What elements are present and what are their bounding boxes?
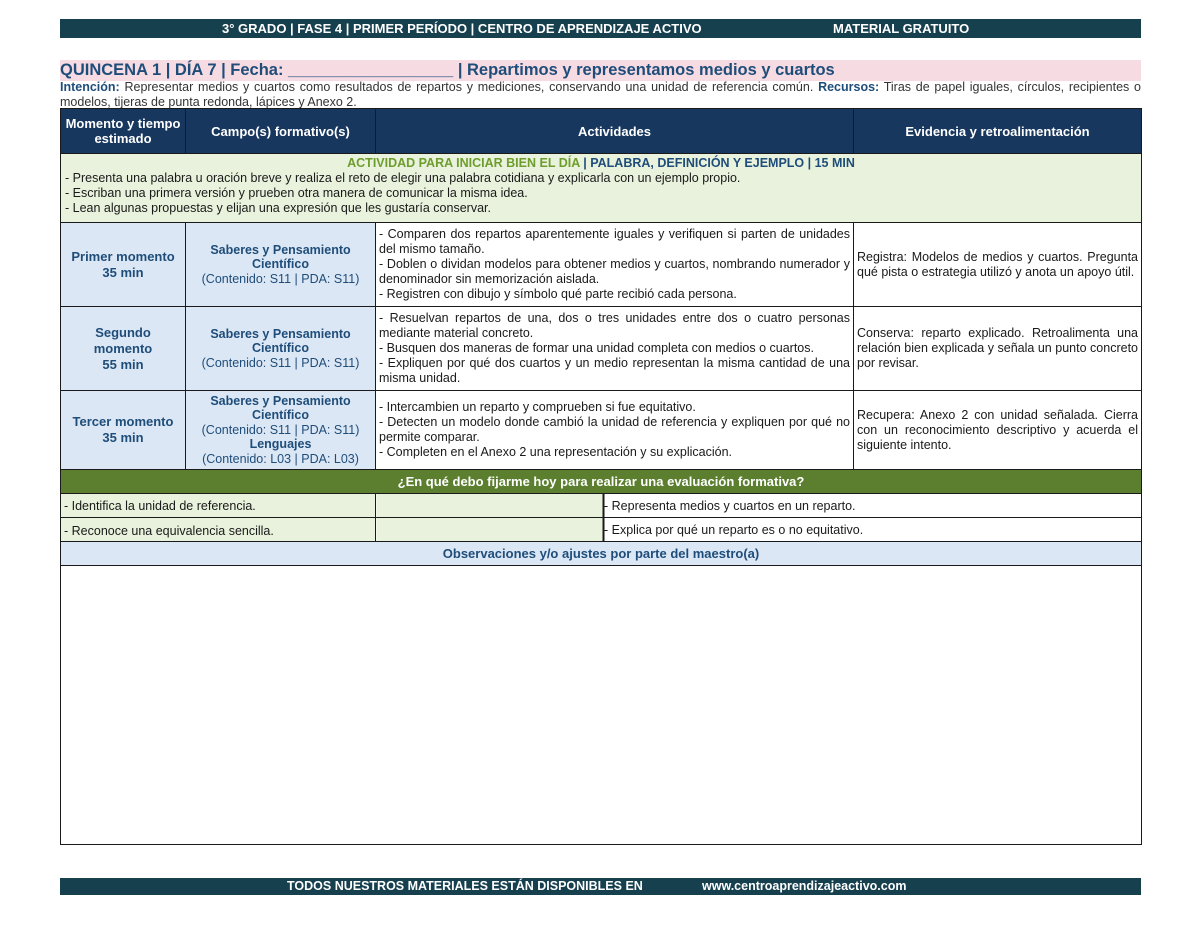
observations-header-row — [61, 542, 1142, 566]
campo-cell: Saberes y Pensamiento Científico (Contenido: S11 | PDA: S11) — [186, 307, 376, 391]
moment-cell: Tercer momento 35 min — [61, 391, 186, 470]
table-header-row — [61, 109, 1142, 154]
activities-cell: - Intercambien un reparto y comprueben si fue equitativo. - Detecten un modelo donde cambió la unidad de referencia y expliquen por qué no permite comparar. - Completen en el Anexo 2 una representación y su explicación. — [376, 391, 854, 470]
formative-title: ¿En qué debo fijarme hoy para realizar una evaluación formativa? — [61, 470, 1142, 494]
header-evidence: Evidencia y retroalimentación — [854, 109, 1142, 154]
formative-row-2 — [61, 518, 1142, 542]
banner-grade-info: 3° GRADO | FASE 4 | PRIMER PERÍODO | CENTRO DE APRENDIZAJE ACTIVO — [222, 21, 702, 36]
campo-cell: Saberes y Pensamiento Científico (Contenido: S11 | PDA: S11) Lenguajes (Contenido: L03 | PDA: L03) — [186, 391, 376, 470]
evidence-cell: Recupera: Anexo 2 con unidad señalada. Cierra con un reconocimiento descriptivo y acuerda el siguiente intento. — [854, 391, 1142, 470]
moment-row-2 — [61, 307, 1142, 391]
formative-item: - Representa medios y cuartos en un reparto. — [376, 494, 1142, 518]
activities-cell: - Resuelvan repartos de una, dos o tres unidades entre dos o cuatro personas mediante material concreto. - Busquen dos maneras de formar una unidad completa con medios o cuartos. - Expliquen por qué dos cuartos y un medio representan la misma cantidad de una misma unidad. — [376, 307, 854, 391]
plan-table — [60, 108, 1142, 845]
evidence-cell: Conserva: reparto explicado. Retroalimenta una relación bien explicada y señala un punto concreto por revisar. — [854, 307, 1142, 391]
observations-area[interactable] — [61, 566, 1142, 845]
formative-item — [61, 518, 376, 542]
start-activity-title: ACTIVIDAD PARA INICIAR BIEN EL DÍA | PALABRA, DEFINICIÓN Y EJEMPLO | 15 MIN — [347, 156, 855, 170]
moment-row-1 — [61, 223, 1142, 307]
moment-cell: Primer momento 35 min — [61, 223, 186, 307]
formative-item: - Explica por qué un reparto es o no equitativo. — [376, 518, 1142, 542]
start-activity-item: - Lean algunas propuestas y elijan una expresión que les gustaría conservar. — [65, 201, 491, 215]
observations-body-row — [61, 566, 1142, 845]
footer-text: TODOS NUESTROS MATERIALES ESTÁN DISPONIBLES EN — [287, 879, 643, 893]
footer-link[interactable]: www.centroaprendizajeactivo.com — [702, 879, 907, 893]
banner-free-material: MATERIAL GRATUITO — [833, 21, 970, 36]
start-activity-cell — [61, 154, 1142, 223]
header-campo: Campo(s) formativo(s) — [186, 109, 376, 154]
start-activity-row — [61, 154, 1142, 223]
start-activity-item: - Presenta una palabra u oración breve y realiza el reto de elegir una palabra cotidiana y explicarla con un ejemplo propio. — [65, 171, 741, 185]
header-activities: Actividades — [376, 109, 854, 154]
page-title: QUINCENA 1 | DÍA 7 | Fecha: __________________ | Repartimos y representamos medios y cuartos — [60, 60, 1141, 81]
bottom-banner — [60, 878, 1141, 895]
formative-item-left: - Reconoce una equivalencia sencilla. — [64, 524, 274, 538]
activities-cell: - Comparen dos repartos aparentemente iguales y verifiquen si parten de unidades del mismo tamaño. - Doblen o dividan modelos para obtener medios y cuartos, nombrando numerador y denominador sin memorización aislada. - Registren con dibujo y símbolo qué parte recibió cada persona. — [376, 223, 854, 307]
formative-item — [61, 494, 376, 518]
evidence-cell: Registra: Modelos de medios y cuartos. Pregunta qué pista o estrategia utilizó y anota un apoyo útil. — [854, 223, 1142, 307]
resources-label: Recursos: — [818, 80, 880, 94]
top-banner — [60, 19, 1141, 38]
intent-label: Intención: — [60, 80, 120, 94]
formative-row-1 — [61, 494, 1142, 518]
campo-cell: Saberes y Pensamiento Científico (Contenido: S11 | PDA: S11) — [186, 223, 376, 307]
moment-row-3 — [61, 391, 1142, 470]
intent-text: Representar medios y cuartos como resultados de repartos y mediciones, conservando una unidad de referencia común. — [119, 80, 819, 94]
formative-header-row — [61, 470, 1142, 494]
start-activity-item: - Escriban una primera versión y prueben otra manera de comunicar la misma idea. — [65, 186, 528, 200]
formative-item-left: - Identifica la unidad de referencia. — [64, 499, 256, 513]
moment-cell: Segundo momento 55 min — [61, 307, 186, 391]
observations-title: Observaciones y/o ajustes por parte del maestro(a) — [61, 542, 1142, 566]
header-moment: Momento y tiempo estimado — [61, 109, 186, 154]
resources-text: Tiras de papel iguales, círculos, recipientes o modelos, tijeras de punta redonda, lápices y Anexo 2. — [60, 80, 1141, 109]
intent-paragraph — [60, 80, 1141, 109]
